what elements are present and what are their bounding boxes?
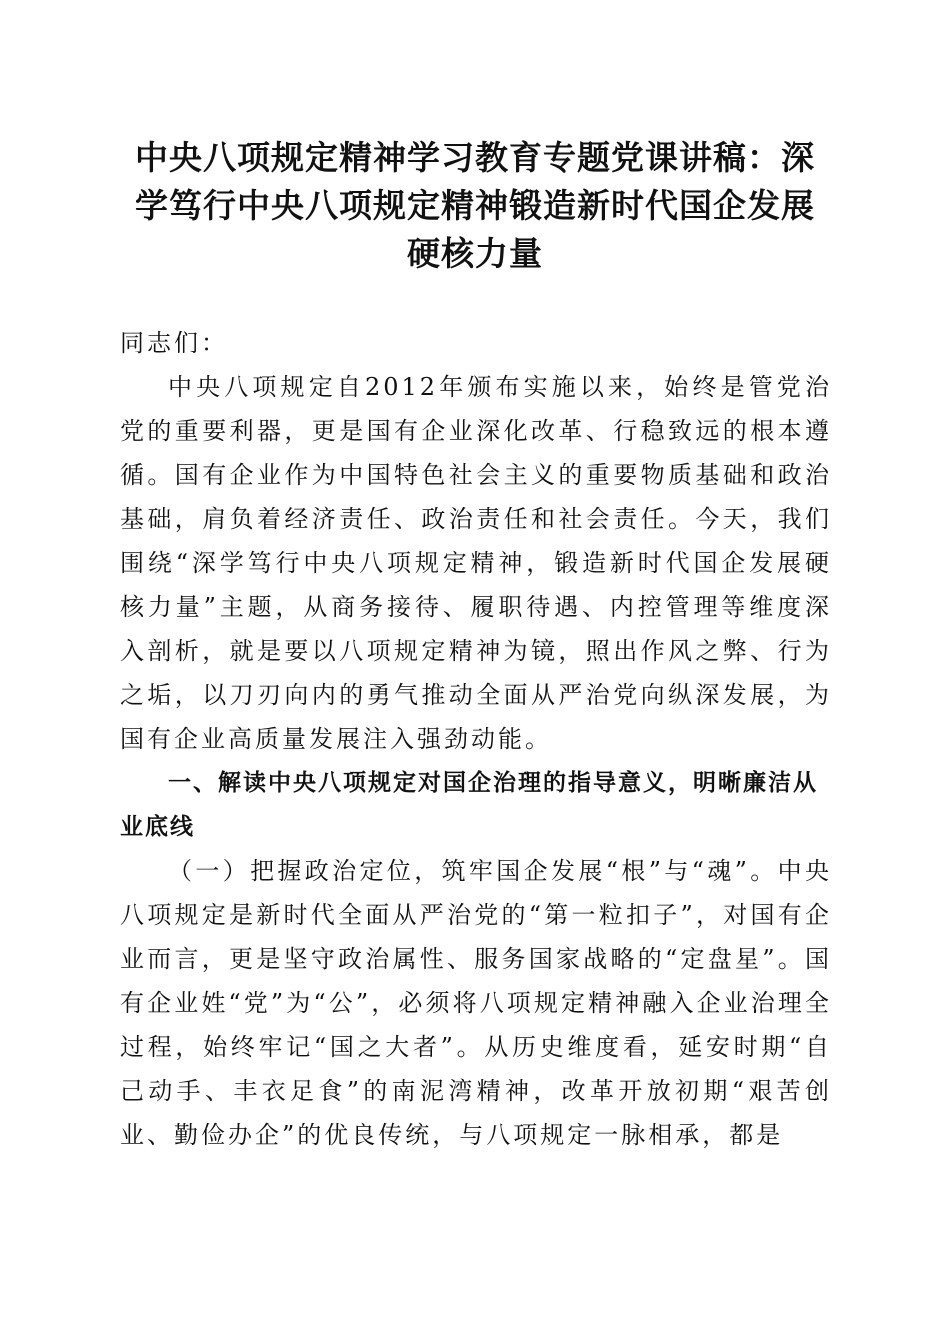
intro-paragraph: 中央八项规定自2012年颁布实施以来，始终是管党治党的重要利器，更是国有企业深化改革、行稳致远的根本遵循。国有企业作为中国特色社会主义的重要物质基础和政治基础，肩负着经济责任、政治责任和社会责任。今天，我们围绕“深学笃行中央八项规定精神，锻造新时代国企发展硬核力量”主题，从商务接待、履职待遇、内控管理等维度深入剖析，就是要以八项规定精神为镜，照出作风之弊、行为之垢，以刀刃向内的勇气推动全面从严治党向纵深发展，为国有企业高质量发展注入强劲动能。 [120, 373, 832, 753]
subsection-paragraph: （一）把握政治定位，筑牢国企发展“根”与“魂”。中央八项规定是新时代全面从严治党的“第一粒扣子”，对国有企业而言，更是坚守政治属性、服务国家战略的“定盘星”。国有企业姓“党”为“公”，必须将八项规定精神融入企业治理全过程，始终牢记“国之大者”。从历史维度看，延安时期“自己动手、丰衣足食”的南泥湾精神，改革开放初期“艰苦创业、勤俭办企”的优良传统，与八项规定一脉相承，都是 [120, 857, 832, 1149]
salutation: 同志们： [120, 329, 228, 357]
document-body [120, 321, 832, 1157]
title-line-3: 硬核力量 [407, 234, 543, 273]
document-title [110, 134, 840, 278]
title-line-2: 学笃行中央八项规定精神锻造新时代国企发展 [135, 186, 815, 225]
section-heading: 一、解读中央八项规定对国企治理的指导意义，明晰廉洁从业底线 [120, 770, 818, 840]
title-line-1: 中央八项规定精神学习教育专题党课讲稿：深 [135, 138, 815, 177]
